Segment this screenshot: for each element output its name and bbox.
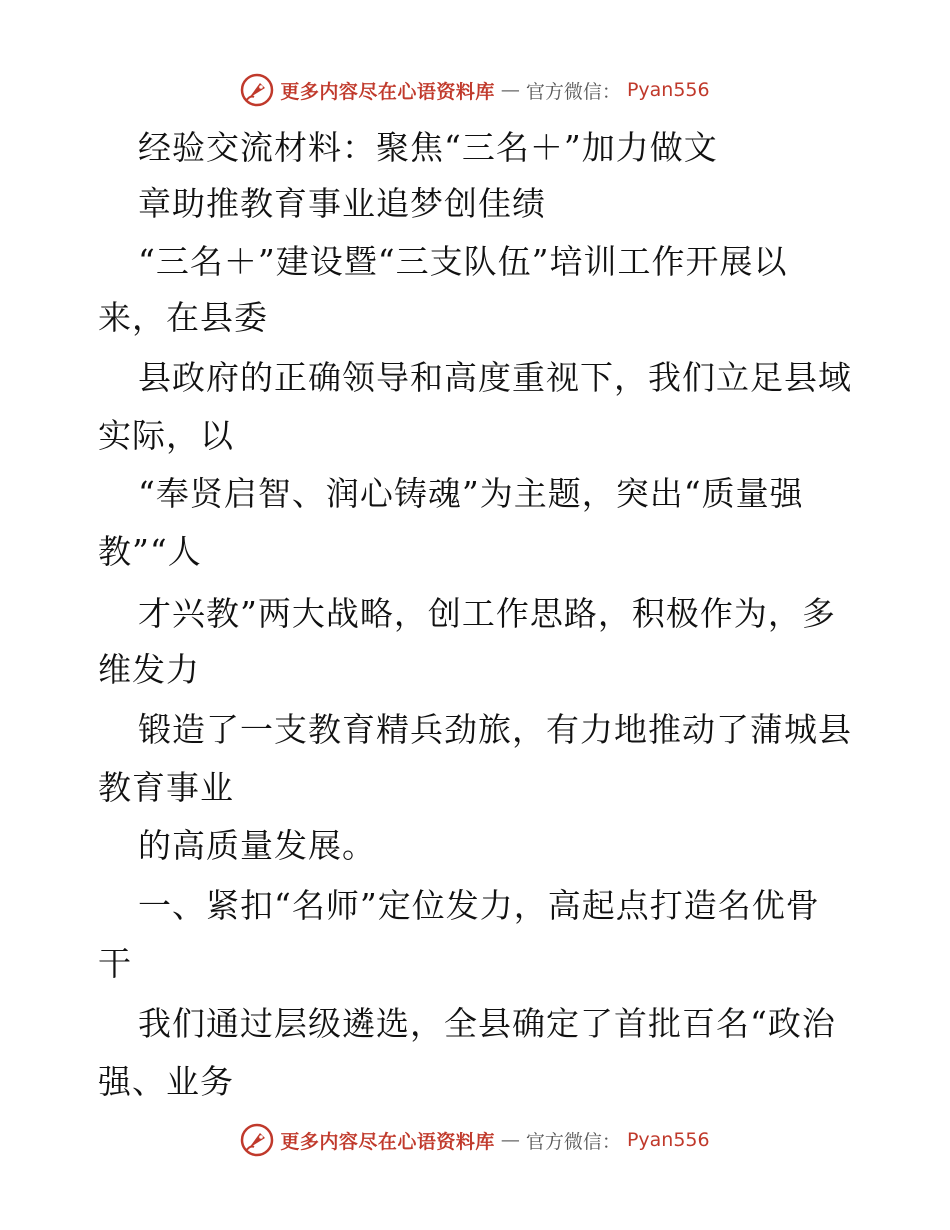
doc-text-line: 我们通过层级遴选，全县确定了首批百名“政治 [138,1004,836,1043]
watermark-content [240,1123,709,1157]
doc-text-line: 锻造了一支教育精兵劲旅，有力地推动了蒲城县 [138,710,852,749]
watermark-wechat-id: Pyan556 [626,1129,710,1151]
doc-text-line: 县政府的正确领导和高度重视下，我们立足县域 [138,358,852,397]
doc-section-heading: 一、紧扣“名师”定位发力，高起点打造名优骨 [138,886,820,925]
doc-text-line: 教育事业 [98,768,234,807]
doc-text-line: “三名＋”建设暨“三支队伍”培训工作开展以 [138,242,788,281]
watermark-wechat-id: Pyan556 [626,79,710,101]
watermark-wechat-label: 官方微信： [525,80,621,103]
watermark-site-text: 更多内容尽在心语资料库 [280,1130,495,1153]
doc-text-line: 维发力 [98,650,200,689]
watermark-separator: — [500,79,520,101]
watermark-wechat-label: 官方微信： [525,1130,621,1153]
doc-title-line-2: 章助推教育事业追梦创佳绩 [138,184,546,223]
doc-text-line: 强、业务 [98,1062,234,1101]
watermark-banner-bottom [0,1120,950,1160]
doc-text-line: 教”“人 [98,532,202,571]
doc-text-line: “奉贤启智、润心铸魂”为主题，突出“质量强 [138,474,804,513]
watermark-site-text: 更多内容尽在心语资料库 [280,80,495,103]
doc-text-line: 实际，以 [98,416,234,455]
watermark-separator: — [500,1129,520,1151]
doc-title-line-1: 经验交流材料：聚焦“三名＋”加力做文 [138,128,718,167]
pen-nib-logo-icon [240,1123,274,1157]
doc-text-line: 的高质量发展。 [138,826,376,865]
doc-text-line: 来，在县委 [98,298,268,337]
doc-text-line: 干 [98,944,132,983]
doc-text-line: 才兴教”两大战略，创工作思路，积极作为，多 [138,594,836,633]
